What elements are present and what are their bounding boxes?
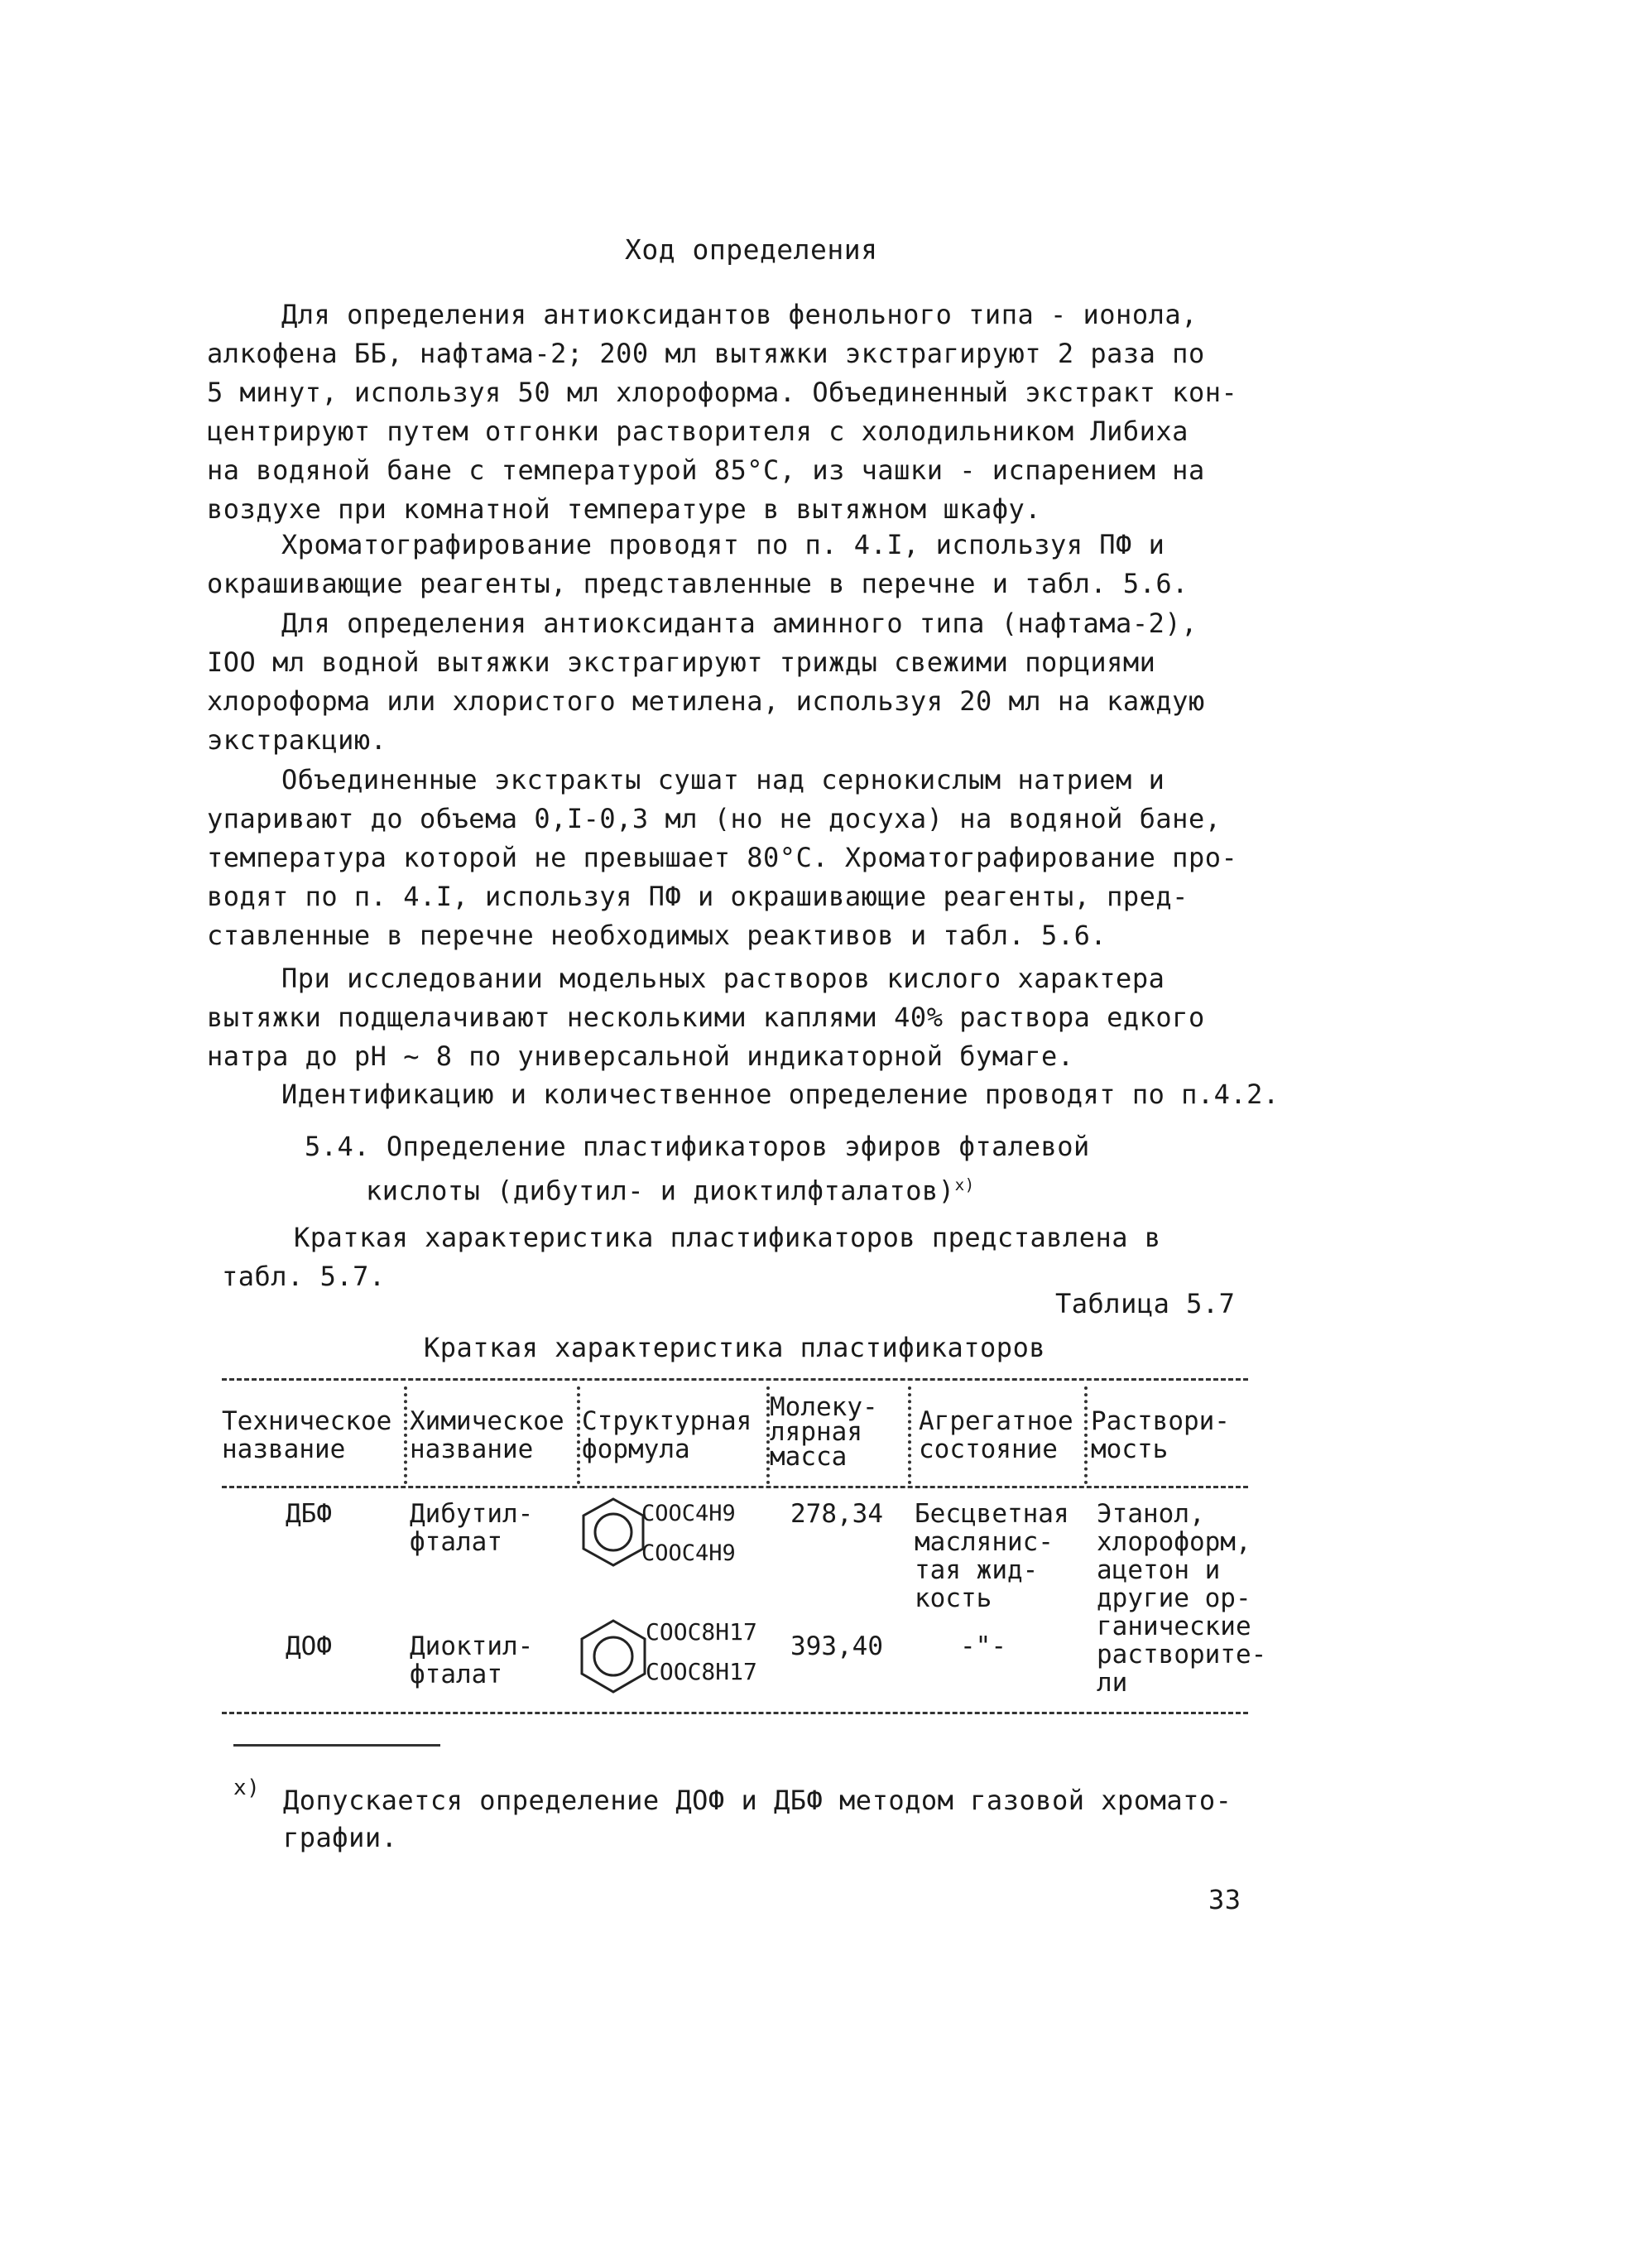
footnote-mark	[233, 1771, 260, 1804]
subsection-title-line2	[366, 1169, 975, 1208]
solubility-line: ганические	[1097, 1612, 1251, 1641]
chemical-name-line: Диоктил-	[410, 1631, 534, 1661]
column-header: масса	[770, 1442, 848, 1472]
column-header: Техническое	[222, 1406, 392, 1436]
paragraph-line: 5 минут, используя 50 мл хлороформа. Объединенный экстракт кон-	[207, 377, 1238, 408]
chemical-name-line: фталат	[410, 1527, 502, 1557]
column-separator	[404, 1386, 407, 1484]
molecular-mass: 393,40	[790, 1631, 883, 1661]
column-header: Агрегатное	[919, 1406, 1073, 1436]
column-separator	[1084, 1386, 1088, 1484]
paragraph-line: вытяжки подщелачивают несколькими каплями 40% раствора едкого	[207, 1002, 1205, 1033]
state-line: -"-	[960, 1631, 1006, 1661]
paragraph-line: ставленные в перечне необходимых реактивов и табл. 5.6.	[207, 920, 1107, 951]
paragraph-line: воздухе при комнатной температуре в вытяжном шкафу.	[207, 493, 1042, 525]
column-header: состояние	[919, 1434, 1058, 1464]
table-title: Краткая характеристика пластификаторов	[424, 1332, 1046, 1363]
solubility-line: ли	[1097, 1668, 1128, 1698]
state-line: маслянис-	[915, 1527, 1054, 1557]
section-heading: Ход определения	[625, 233, 878, 266]
table-label: Таблица 5.7	[1055, 1288, 1236, 1319]
intro-line2: табл. 5.7.	[222, 1261, 386, 1292]
paragraph-line: Идентификацию и количественное определение проводят по п.4.2.	[281, 1079, 1280, 1110]
chemical-name-line: фталат	[410, 1660, 502, 1689]
technical-name: ДБФ	[286, 1499, 332, 1529]
footnote-rule	[233, 1744, 440, 1747]
solubility-line: другие ор-	[1097, 1583, 1251, 1613]
solubility-line: растворите-	[1097, 1640, 1267, 1670]
column-header: Молеку-	[770, 1392, 878, 1422]
paragraph-line: экстракцию.	[207, 724, 387, 756]
footnote-line2: графии.	[283, 1822, 398, 1853]
molecular-mass: 278,34	[790, 1499, 883, 1529]
footnote-mark: x)	[954, 1175, 975, 1194]
state-line: кость	[915, 1583, 992, 1613]
column-header: Структурная	[582, 1406, 752, 1436]
state-line: Бесцветная	[915, 1499, 1069, 1529]
paragraph-line: Для определения антиоксиданта аминного типа (нафтама-2),	[281, 608, 1198, 639]
page-number: 33	[1208, 1884, 1241, 1915]
solubility-line: хлороформ,	[1097, 1527, 1251, 1557]
table-top-rule	[222, 1378, 1248, 1381]
column-header: Раствори-	[1091, 1406, 1230, 1436]
column-separator	[908, 1386, 911, 1484]
paragraph-line: алкофена ББ, нафтама-2; 200 мл вытяжки экстрагируют 2 раза по	[207, 338, 1205, 369]
solubility-line: Этанол,	[1097, 1499, 1205, 1529]
paragraph-line: Для определения антиоксидантов фенольного типа - ионола,	[281, 299, 1198, 330]
subsection-title-text: кислоты (дибутил- и диоктилфталатов)	[366, 1175, 955, 1207]
column-header: название	[410, 1434, 534, 1464]
column-header: лярная	[770, 1417, 862, 1447]
paragraph-line: температура которой не превышает 80°С. Хроматографирование про-	[207, 842, 1238, 873]
solubility-line: ацетон и	[1097, 1555, 1221, 1585]
formula-substituent: COOC4H9	[641, 1540, 736, 1566]
paragraph-line: Хроматографирование проводят по п. 4.I, используя ПФ и	[281, 529, 1165, 560]
paragraph-line: водят по п. 4.I, используя ПФ и окрашивающие реагенты, пред-	[207, 881, 1189, 912]
formula-substituent: COOC8H17	[646, 1658, 757, 1685]
footnote-mark-text: x)	[233, 1775, 261, 1800]
paragraph-line: IOO мл водной вытяжки экстрагируют трижды свежими порциями	[207, 646, 1156, 678]
column-header: мость	[1091, 1434, 1169, 1464]
paragraph-line: центрируют путем отгонки растворителя с холодильником Либиха	[207, 416, 1189, 447]
column-separator	[577, 1386, 580, 1484]
column-header: формула	[582, 1434, 690, 1464]
formula-substituent: COOC4H9	[641, 1501, 736, 1526]
formula-substituent: COOC8H17	[646, 1618, 757, 1646]
column-header: название	[222, 1434, 346, 1464]
column-header: Химическое	[410, 1406, 564, 1436]
footnote-line1: Допускается определение ДОФ и ДБФ методом газовой хромато-	[283, 1785, 1232, 1816]
paragraph-line: При исследовании модельных растворов кислого характера	[281, 963, 1165, 994]
paragraph-line: Объединенные экстракты сушат над сернокислым натрием и	[281, 764, 1165, 795]
table-header-rule	[222, 1486, 1248, 1488]
paragraph-line: натра до рН ~ 8 по универсальной индикаторной бумаге.	[207, 1040, 1074, 1072]
paragraph-line: хлороформа или хлористого метилена, используя 20 мл на каждую	[207, 685, 1205, 717]
intro-line1: Краткая характеристика пластификаторов представлена в	[294, 1222, 1161, 1253]
paragraph-line: на водяной бане с температурой 85°С, из чашки - испарением на	[207, 454, 1205, 486]
chemical-name-line: Дибутил-	[410, 1499, 534, 1529]
table-bottom-rule	[222, 1712, 1248, 1714]
subsection-title-line1: 5.4. Определение пластификаторов эфиров фталевой	[305, 1131, 1090, 1162]
state-line: тая жид-	[915, 1555, 1039, 1585]
technical-name: ДОФ	[286, 1631, 332, 1661]
paragraph-line: упаривают до объема 0,I-0,3 мл (но не досуха) на водяной бане,	[207, 803, 1222, 834]
paragraph-line: окрашивающие реагенты, представленные в перечне и табл. 5.6.	[207, 568, 1189, 599]
